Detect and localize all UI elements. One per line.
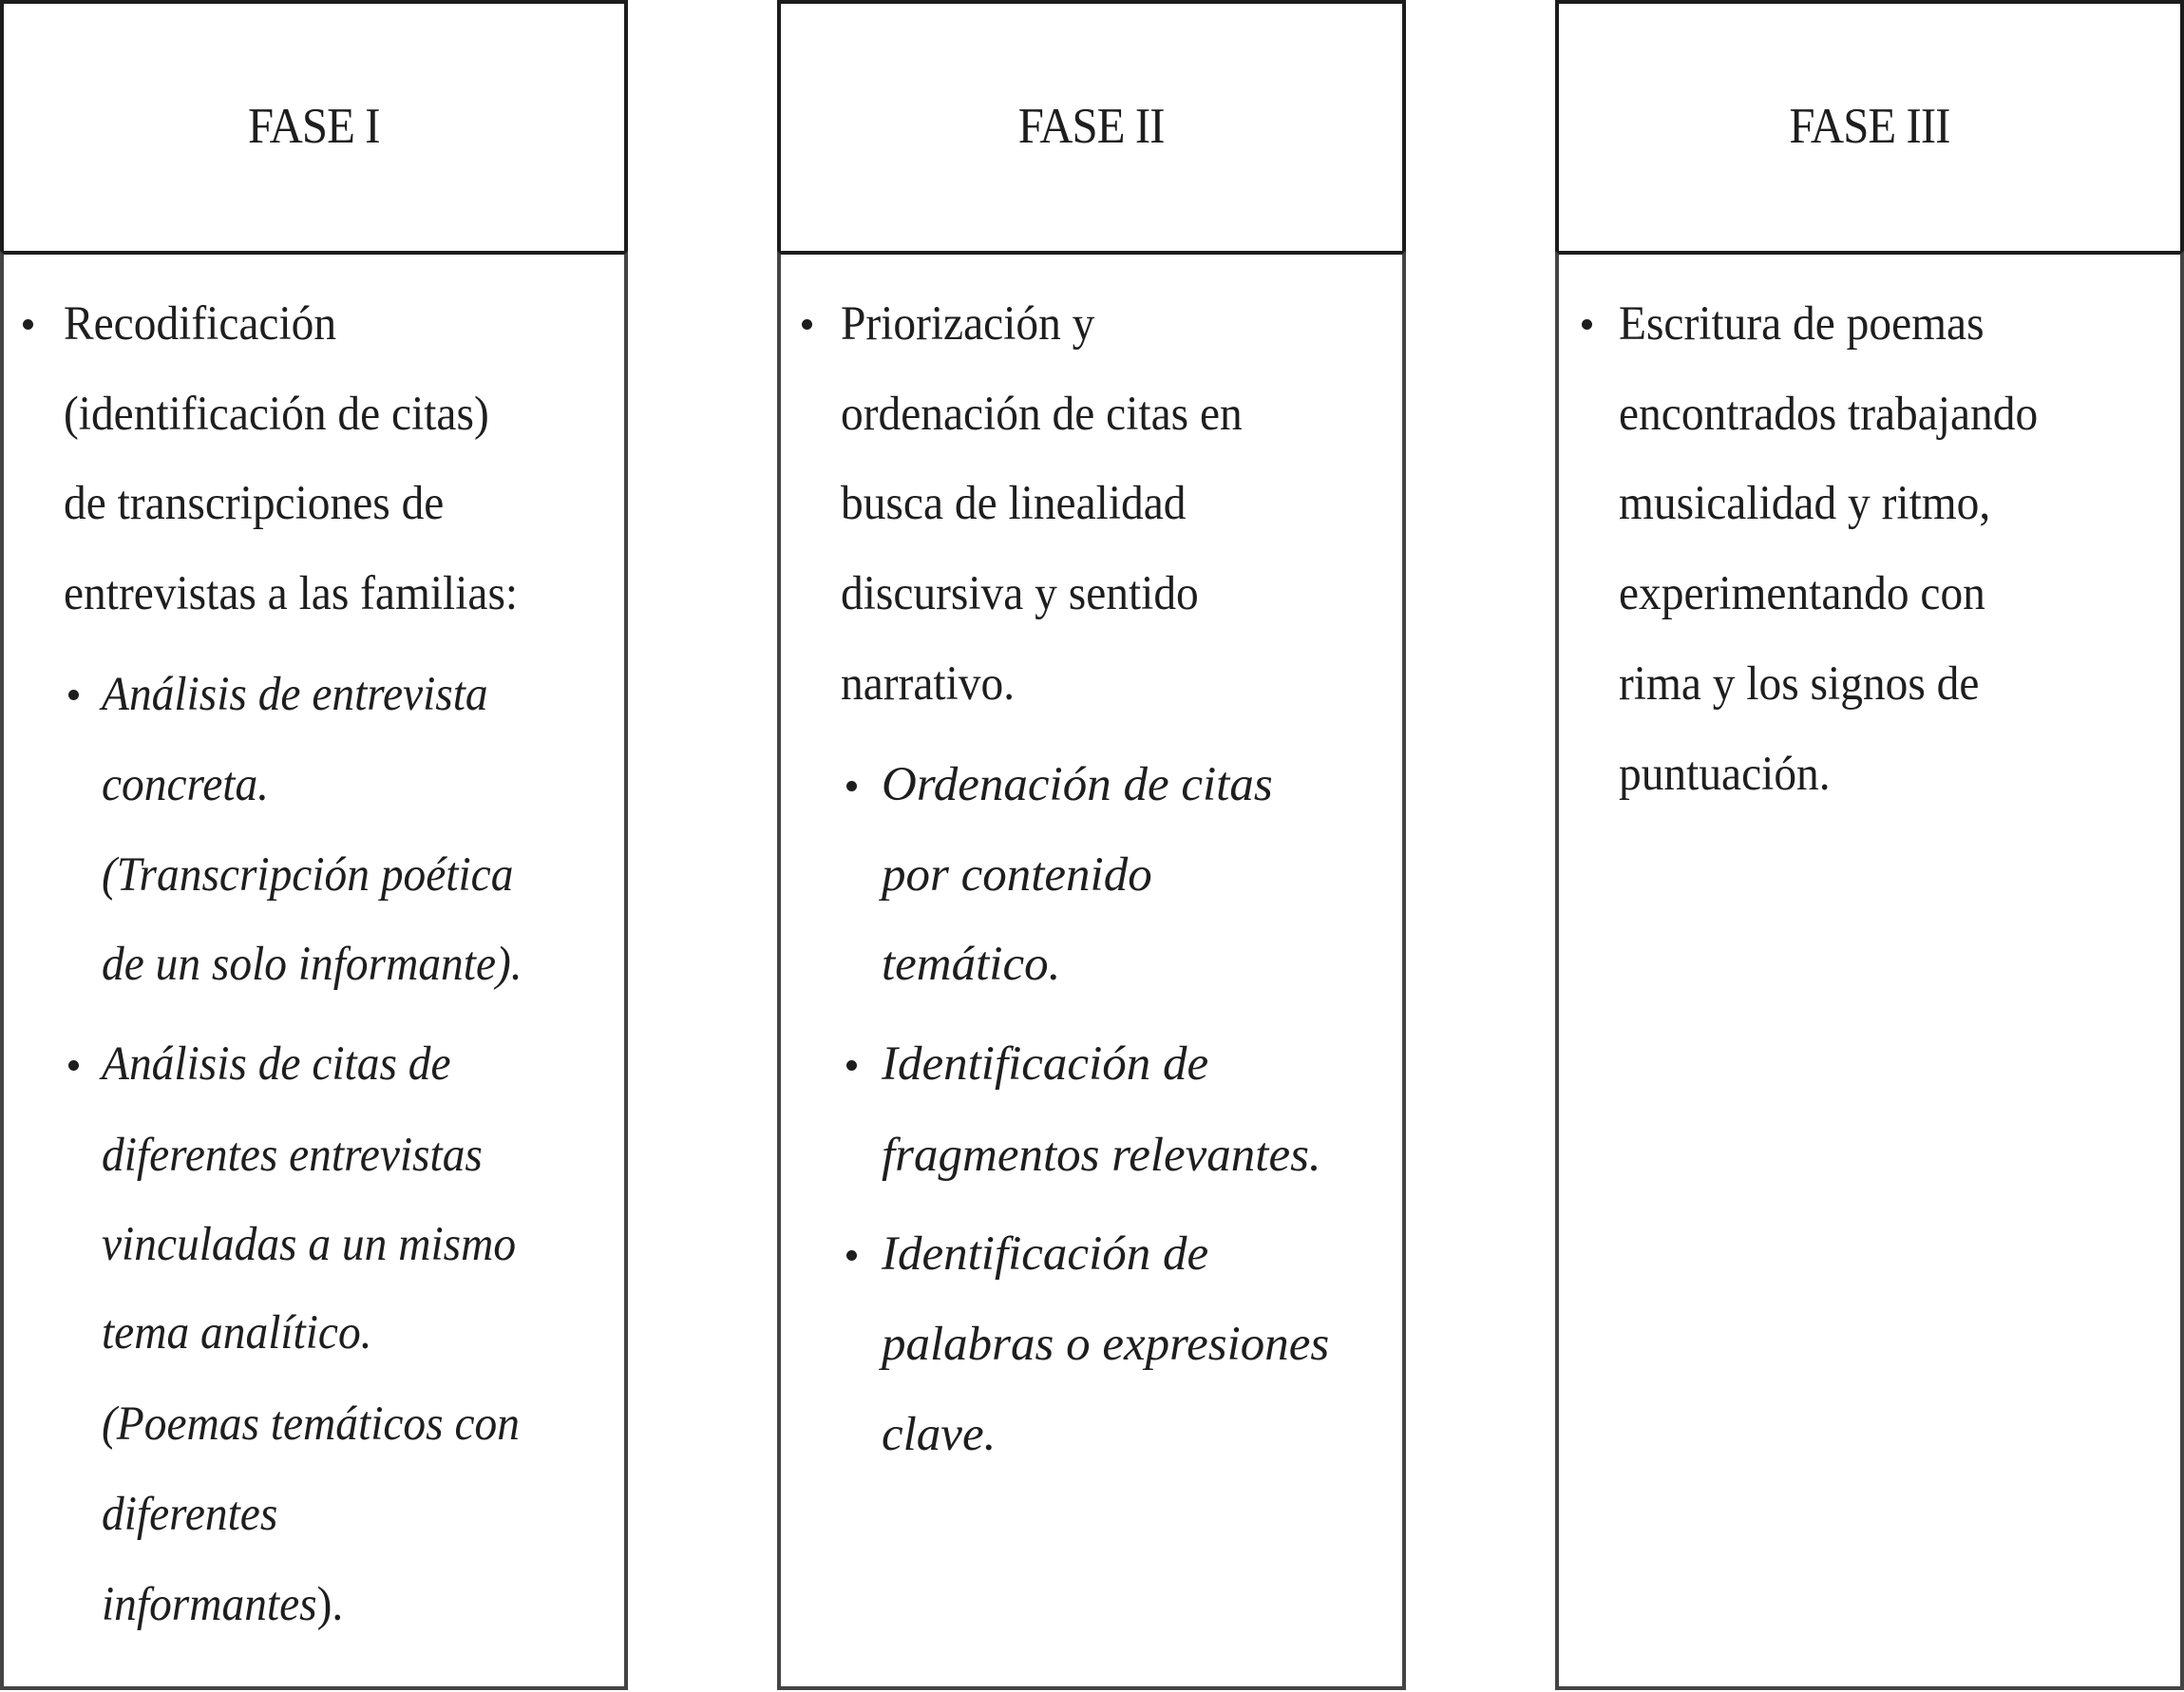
text-line: Ordenación de citas (882, 758, 1273, 811)
text-line: Identificación de (882, 1227, 1209, 1281)
bullet-icon (1582, 319, 1592, 330)
text-trailing-punctuation: ). (316, 1578, 344, 1631)
text-line: clave. (882, 1408, 997, 1461)
phase-column-1 (0, 0, 628, 1690)
text-line: discursiva y sentido (841, 567, 1199, 620)
text-line: Escritura de poemas (1619, 297, 1985, 351)
text-line: de un solo informante). (102, 938, 522, 991)
text-line: fragmentos relevantes. (882, 1129, 1321, 1182)
text-line: diferentes entrevistas (102, 1129, 483, 1182)
text-line: experimentando con (1619, 567, 1985, 620)
phase-header-2 (777, 0, 1406, 255)
text-line: puntuación. (1619, 748, 1831, 801)
bullet-icon (846, 1060, 857, 1071)
text-line: (Transcripción poética (102, 848, 514, 902)
text-line: narrativo. (841, 657, 1016, 711)
phase-title: FASE III (1789, 98, 1950, 154)
text-line: de transcripciones de (64, 477, 445, 530)
text-line: (Poemas temáticos con (102, 1397, 520, 1451)
phase-column-2 (777, 0, 1406, 1690)
text-line: Identificación de (882, 1037, 1209, 1091)
text-line: temático. (882, 938, 1061, 991)
phase-header-3 (1555, 0, 2184, 255)
text-line: Priorización y (841, 297, 1095, 351)
text-italic: informantes (102, 1578, 317, 1631)
text-line: (identificación de citas) (64, 388, 489, 441)
text-line: encontrados trabajando (1619, 388, 2039, 441)
bullet-icon (802, 319, 812, 330)
text-line: concreta. (102, 758, 270, 811)
text-line: diferentes (102, 1488, 278, 1541)
text-line: vinculadas a un mismo (102, 1218, 517, 1271)
text-line: palabras o expresiones (882, 1318, 1330, 1371)
text-line: Análisis de citas de (102, 1037, 451, 1091)
bullet-icon (846, 1250, 857, 1261)
text-line: Recodificación (64, 297, 337, 351)
bullet-icon (846, 781, 857, 791)
text-line (102, 1560, 343, 1650)
phase-title: FASE I (248, 98, 380, 154)
text-line: por contenido (882, 848, 1152, 902)
bullet-icon (68, 1060, 79, 1071)
text-line: musicalidad y ritmo, (1619, 477, 1991, 530)
bullet-icon (23, 319, 33, 330)
text-line: busca de linealidad (841, 477, 1187, 530)
text-line: entrevistas a las familias: (64, 567, 519, 620)
phase-column-3 (1555, 0, 2184, 1690)
phase-header-1 (0, 0, 628, 255)
text-line: Análisis de entrevista (102, 668, 488, 721)
phase-title: FASE II (1018, 98, 1165, 154)
text-line: rima y los signos de (1619, 657, 1980, 711)
text-line: ordenación de citas en (841, 388, 1243, 441)
bullet-icon (68, 690, 79, 700)
text-line: tema analítico. (102, 1306, 372, 1359)
